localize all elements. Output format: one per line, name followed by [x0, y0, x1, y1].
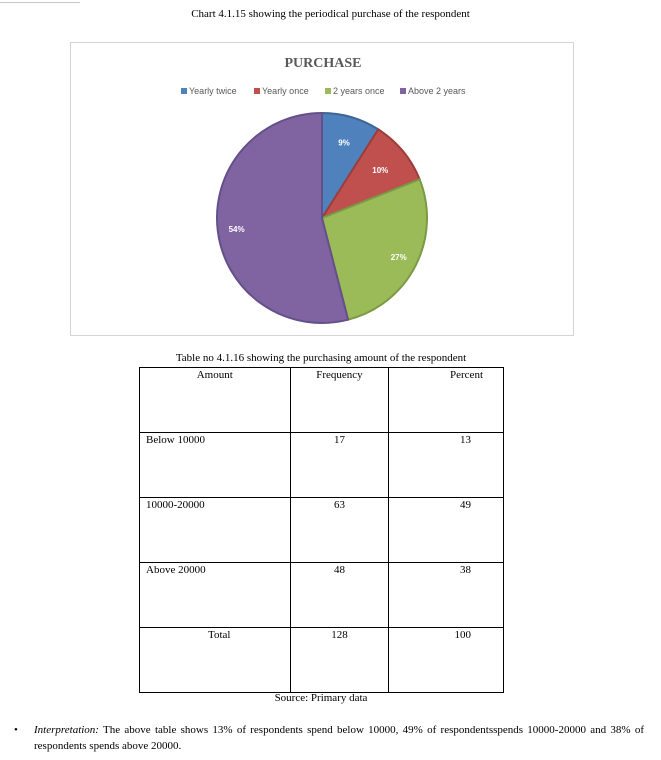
chart-legend: [181, 86, 466, 96]
legend-label: Yearly once: [262, 86, 309, 96]
cell-percent: 49: [389, 498, 504, 563]
legend-swatch: [325, 88, 331, 94]
bullet-icon: •: [14, 724, 18, 736]
interpretation-paragraph: [14, 722, 644, 754]
header-amount: Amount: [140, 368, 291, 433]
pie-data-label: 9%: [338, 138, 350, 148]
cell-total-percent: 100: [389, 628, 504, 693]
source-note: Source: Primary data: [274, 692, 368, 704]
table-total-row: [140, 628, 504, 693]
pie-data-label: 54%: [228, 224, 245, 234]
pie-chart: [70, 42, 574, 336]
table-row: [140, 498, 504, 563]
cell-total-frequency: 128: [290, 628, 389, 693]
cell-amount: Above 20000: [140, 563, 291, 628]
cell-total-label: Total: [140, 628, 291, 693]
interpretation-lead: Interpretation:: [34, 724, 99, 736]
header-percent: Percent: [389, 368, 504, 433]
chart-title: PURCHASE: [284, 56, 362, 71]
cell-frequency: 48: [290, 563, 389, 628]
cell-frequency: 63: [290, 498, 389, 563]
header-frequency: Frequency: [290, 368, 389, 433]
legend-swatch: [400, 88, 406, 94]
pie-data-label: 27%: [390, 253, 407, 263]
legend-label: 2 years once: [333, 86, 385, 96]
cell-amount: Below 10000: [140, 433, 291, 498]
table-row: [140, 563, 504, 628]
legend-item: [400, 86, 466, 96]
table-caption: Table no 4.1.16 showing the purchasing amount of the respondent: [175, 352, 467, 364]
legend-swatch: [254, 88, 260, 94]
cell-amount: 10000-20000: [140, 498, 291, 563]
legend-item: [325, 86, 385, 96]
legend-label: Yearly twice: [189, 86, 237, 96]
top-rule: [0, 2, 80, 3]
legend-label: Above 2 years: [408, 86, 466, 96]
pie-data-label: 10%: [372, 165, 389, 175]
table-row: [140, 433, 504, 498]
chart-caption: Chart 4.1.15 showing the periodical purchase of the respondent: [191, 8, 470, 20]
purchase-amount-table: [139, 367, 504, 693]
legend-item: [254, 86, 309, 96]
cell-percent: 38: [389, 563, 504, 628]
table-header-row: [140, 368, 504, 433]
cell-frequency: 17: [290, 433, 389, 498]
legend-swatch: [181, 88, 187, 94]
interpretation-text: [34, 722, 644, 754]
cell-percent: 13: [389, 433, 504, 498]
pie-slices: [217, 113, 427, 323]
interpretation-body: The above table shows 13% of respondents spend below 10000, 49% of respondentsspends 10000-20000 and 38% of respondents spends above 20000.: [34, 724, 644, 752]
legend-item: [181, 86, 237, 96]
pie-chart-svg: [71, 43, 575, 337]
